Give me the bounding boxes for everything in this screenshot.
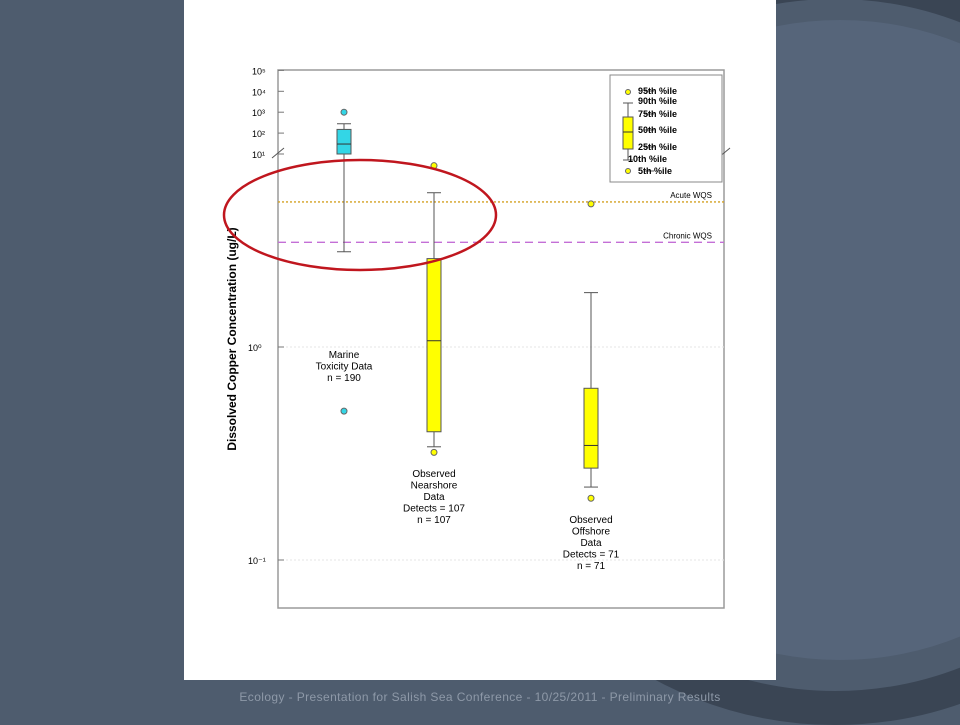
y-tick-label: 10⁰ bbox=[248, 343, 262, 353]
series-label: n = 190 bbox=[327, 373, 361, 384]
legend-box-marker bbox=[623, 117, 633, 149]
box-iqr bbox=[427, 259, 441, 432]
highlight-ellipse bbox=[224, 160, 496, 270]
series-label: Data bbox=[423, 492, 445, 503]
slide-footer: Ecology - Presentation for Salish Sea Conference - 10/25/2011 - Preliminary Results bbox=[239, 690, 721, 704]
box-iqr bbox=[584, 388, 598, 468]
reference-line-label: Chronic WQS bbox=[663, 231, 712, 241]
series-label: Toxicity Data bbox=[315, 361, 373, 373]
reference-line-label: Acute WQS bbox=[670, 190, 712, 200]
y-tick-label: 10³ bbox=[252, 108, 266, 119]
y-tick-label: 10⁵ bbox=[252, 66, 266, 77]
legend-marker-p95 bbox=[626, 90, 631, 95]
slide-canvas bbox=[184, 0, 776, 680]
series-label: Detects = 107 bbox=[403, 503, 465, 515]
y-tick-label: 10⁴ bbox=[252, 87, 266, 98]
outlier-p5 bbox=[588, 495, 594, 501]
legend-entry: 10th %ile bbox=[628, 154, 668, 164]
legend-entry: 95th %ile bbox=[638, 86, 678, 96]
y-axis-label: Dissolved Copper Concentration (ug/L) bbox=[225, 227, 239, 451]
series-label: Nearshore bbox=[410, 480, 458, 492]
series-label: Observed bbox=[412, 469, 456, 480]
y-tick-label: 10² bbox=[252, 129, 266, 140]
series-label: n = 107 bbox=[417, 515, 451, 526]
series-label: Offshore bbox=[571, 526, 611, 538]
box-iqr bbox=[337, 129, 351, 154]
series-label: n = 71 bbox=[576, 561, 606, 572]
legend-entry: 5th %ile bbox=[638, 166, 673, 176]
legend-marker-p5 bbox=[626, 169, 631, 174]
y-tick-label: 10⁻¹ bbox=[248, 556, 266, 566]
series-label: Marine bbox=[328, 350, 360, 361]
outlier-p5 bbox=[341, 408, 347, 414]
series-label: Observed bbox=[569, 515, 613, 526]
series-label: Detects = 71 bbox=[562, 549, 620, 561]
legend-entry: 75th %ile bbox=[638, 109, 678, 119]
legend-entry: 90th %ile bbox=[638, 96, 678, 106]
y-tick-label: 10¹ bbox=[252, 150, 266, 160]
legend-entry: 50th %ile bbox=[638, 125, 678, 135]
outlier-p95 bbox=[588, 201, 594, 207]
outlier-p95 bbox=[341, 109, 347, 115]
outlier-p5 bbox=[431, 449, 437, 455]
legend-entry: 25th %ile bbox=[638, 142, 678, 152]
series-label: Data bbox=[580, 538, 602, 549]
box-plot-chart bbox=[184, 0, 776, 680]
